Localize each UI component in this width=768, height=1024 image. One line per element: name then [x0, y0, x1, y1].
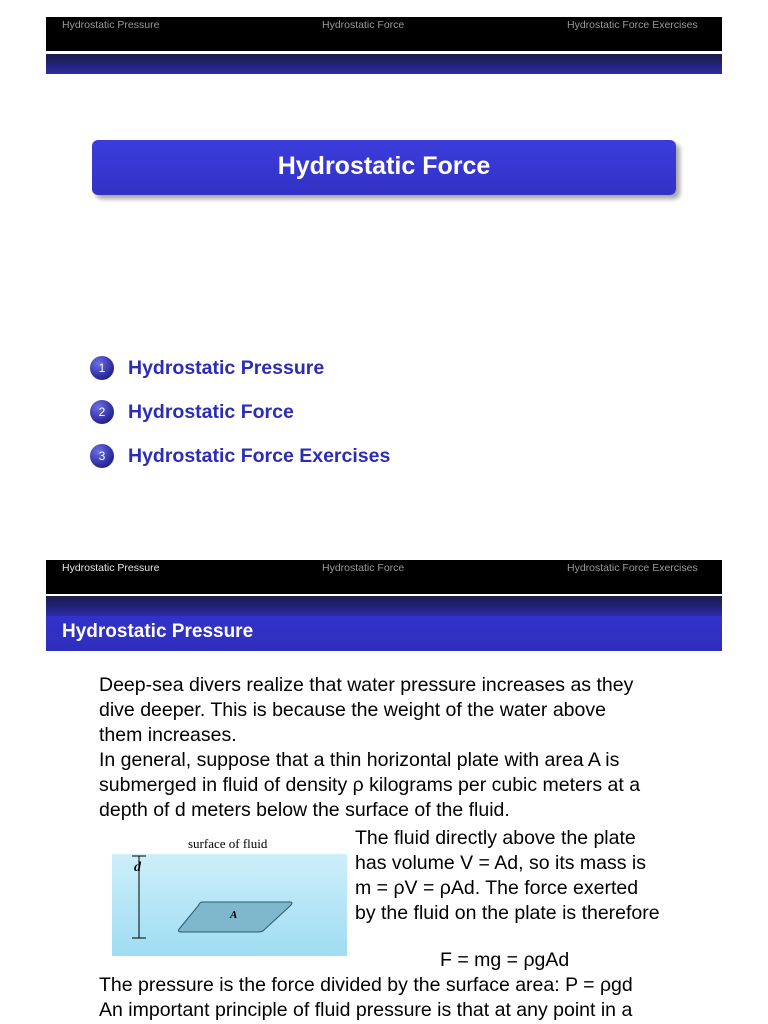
fluid-region [112, 854, 347, 956]
right-text-line: has volume V = Ad, so its mass is [355, 852, 646, 874]
nav-strip [46, 54, 722, 74]
nav-item-hydrostatic-pressure[interactable]: Hydrostatic Pressure [62, 562, 160, 574]
body-line: submerged in fluid of density ρ kilograms per cubic meters at a [99, 774, 641, 796]
slide-title: Hydrostatic Force [277, 152, 491, 180]
frame-title: Hydrostatic Pressure [62, 621, 254, 642]
toc-number-badge: 1 [90, 356, 114, 380]
depth-label: d [134, 860, 141, 875]
plate-figure [112, 830, 347, 956]
toc-label: Hydrostatic Force [128, 401, 294, 423]
nav-item-hydrostatic-force[interactable]: Hydrostatic Force [322, 562, 405, 574]
figure-caption: surface of fluid [188, 836, 268, 851]
toc-label: Hydrostatic Force Exercises [128, 445, 391, 467]
right-text-line: m = ρV = ρAd. The force exerted [355, 877, 639, 899]
body-line: In general, suppose that a thin horizontal plate with area A is [99, 749, 620, 771]
slide-1 [46, 17, 722, 537]
force-formula: F = mg = ρgAd [440, 949, 570, 971]
nav-item-hydrostatic-force-exercises[interactable]: Hydrostatic Force Exercises [567, 562, 698, 574]
toc-number-badge: 2 [90, 400, 114, 424]
area-label: A [230, 909, 238, 921]
toc-label: Hydrostatic Pressure [128, 357, 325, 379]
navbar-slide-2 [46, 560, 722, 594]
nav-item-hydrostatic-force[interactable]: Hydrostatic Force [322, 19, 405, 31]
nav-item-hydrostatic-pressure[interactable]: Hydrostatic Pressure [62, 19, 160, 31]
body-line: them increases. [99, 724, 237, 746]
right-text-line: by the fluid on the plate is therefore [355, 902, 660, 924]
nav-item-hydrostatic-force-exercises[interactable]: Hydrostatic Force Exercises [567, 19, 698, 31]
body-line: depth of d meters below the surface of the fluid. [99, 799, 510, 821]
body-line: dive deeper. This is because the weight of the water above [99, 699, 606, 721]
principle-line: An important principle of fluid pressure is that at any point in a [99, 999, 633, 1021]
pressure-line: The pressure is the force divided by the surface area: P = ρgd [99, 974, 633, 996]
nav-strip-slide-2 [46, 596, 722, 616]
right-text-line: The fluid directly above the plate [355, 827, 636, 849]
navbar [46, 17, 722, 51]
toc-number-badge: 3 [90, 444, 114, 468]
plate-diagram [112, 854, 347, 956]
title-box [92, 140, 676, 195]
body-line: Deep-sea divers realize that water pressure increases as they [99, 674, 634, 696]
frame-title-bar [46, 616, 722, 651]
